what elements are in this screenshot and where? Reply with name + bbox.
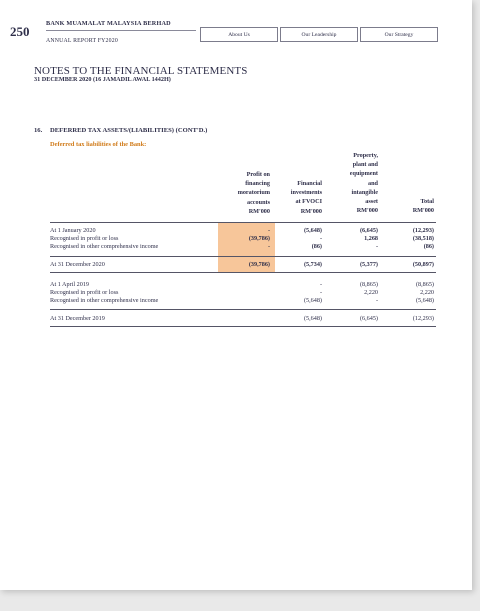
table-cell: (5,377)	[359, 261, 378, 268]
table-rule	[50, 309, 436, 310]
column-header-line: RM'000	[248, 207, 270, 215]
table-cell: (5,648)	[303, 227, 322, 234]
table-cell: (5,648)	[303, 297, 322, 304]
table-cell: -	[319, 235, 322, 242]
table-cell: (38,518)	[412, 235, 434, 242]
table-cell: (6,645)	[359, 315, 378, 322]
row-label-at-31-december-2019: At 31 December 2019	[50, 315, 105, 322]
note-heading	[34, 127, 207, 134]
table-rule	[50, 326, 436, 327]
table-cell: (5,734)	[303, 261, 322, 268]
column-header-line: RM'000	[356, 207, 378, 215]
column-header-line: accounts	[246, 198, 270, 206]
column-header-profit-on-financing	[218, 170, 270, 216]
row-label-recognised-in-profit-or-loss-2019: Recognised in profit or loss	[50, 289, 119, 296]
note-title: DEFERRED TAX ASSETS/(LIABILITIES) (CONT'D.)	[50, 127, 208, 134]
row-label-recognised-in-oci-2019: Recognised in other comprehensive income	[50, 297, 159, 304]
nav-about-us-button[interactable]: About Us	[200, 27, 278, 42]
column-header-financial-investments	[270, 179, 322, 216]
section-subtitle: 31 DECEMBER 2020 (16 JAMADIL AWAL 1442H)	[34, 76, 171, 83]
note-number: 16.	[34, 127, 43, 134]
column-header-line: Property,	[353, 152, 378, 159]
table-cell: (39,786)	[248, 261, 270, 268]
table-rule	[50, 272, 436, 273]
column-header-total	[392, 197, 434, 215]
table-rule	[50, 222, 436, 223]
table-cell: -	[375, 297, 378, 304]
report-name: ANNUAL REPORT FY2020	[46, 38, 118, 44]
table-cell: (8,865)	[415, 281, 434, 288]
table-cell: (39,786)	[248, 235, 270, 242]
column-header-line: at FVOCI	[295, 198, 322, 206]
column-header-line: and	[368, 179, 378, 187]
table-cell: (86)	[311, 243, 322, 250]
column-header-line: RM'000	[300, 207, 322, 215]
bank-name: BANK MUAMALAT MALAYSIA BERHAD	[46, 20, 171, 27]
column-header-line: Financial	[297, 180, 322, 187]
column-header-line: RM'000	[412, 207, 434, 215]
header-divider	[46, 30, 196, 31]
row-label-at-1-april-2019: At 1 April 2019	[50, 281, 90, 288]
row-label-recognised-in-profit-or-loss: Recognised in profit or loss	[50, 235, 119, 242]
column-header-property-plant-equipment	[330, 151, 378, 215]
table-cell: (12,293)	[412, 315, 434, 322]
table-cell: (86)	[423, 243, 434, 250]
table-cell: -	[267, 227, 270, 234]
section-title: NOTES TO THE FINANCIAL STATEMENTS	[34, 65, 248, 77]
row-label-at-31-december-2020: At 31 December 2020	[50, 261, 105, 268]
table-cell: 2,220	[364, 289, 378, 296]
table-rule	[50, 256, 436, 257]
row-label-at-1-january-2020: At 1 January 2020	[50, 227, 96, 234]
column-header-line: financing	[245, 180, 270, 188]
column-header-line: Total	[420, 198, 434, 205]
table-cell: (6,645)	[359, 227, 378, 234]
table-cell: 2,220	[420, 289, 434, 296]
table-cell: (12,293)	[412, 227, 434, 234]
table-cell: (8,865)	[359, 281, 378, 288]
table-cell: 1,268	[364, 235, 378, 242]
nav-our-leadership-button[interactable]: Our Leadership	[280, 27, 358, 42]
column-header-line: investments	[290, 189, 322, 197]
page-number: 250	[10, 24, 30, 39]
column-header-line: moratorium	[237, 189, 270, 197]
column-header-line: asset	[365, 198, 378, 206]
table-cell: -	[319, 281, 322, 288]
note-sub-heading: Deferred tax liabilities of the Bank:	[50, 141, 147, 148]
table-cell: -	[375, 243, 378, 250]
nav-our-strategy-button[interactable]: Our Strategy	[360, 27, 438, 42]
column-header-line: equipment	[349, 170, 378, 178]
column-header-line: plant and	[352, 161, 378, 169]
table-cell: (5,648)	[415, 297, 434, 304]
table-cell: -	[319, 289, 322, 296]
column-header-line: Profit on	[246, 171, 270, 178]
table-cell: -	[267, 243, 270, 250]
table-cell: (5,648)	[303, 315, 322, 322]
table-cell: (50,897)	[412, 261, 434, 268]
row-label-recognised-in-oci: Recognised in other comprehensive income	[50, 243, 159, 250]
column-header-line: intangible	[351, 188, 378, 196]
